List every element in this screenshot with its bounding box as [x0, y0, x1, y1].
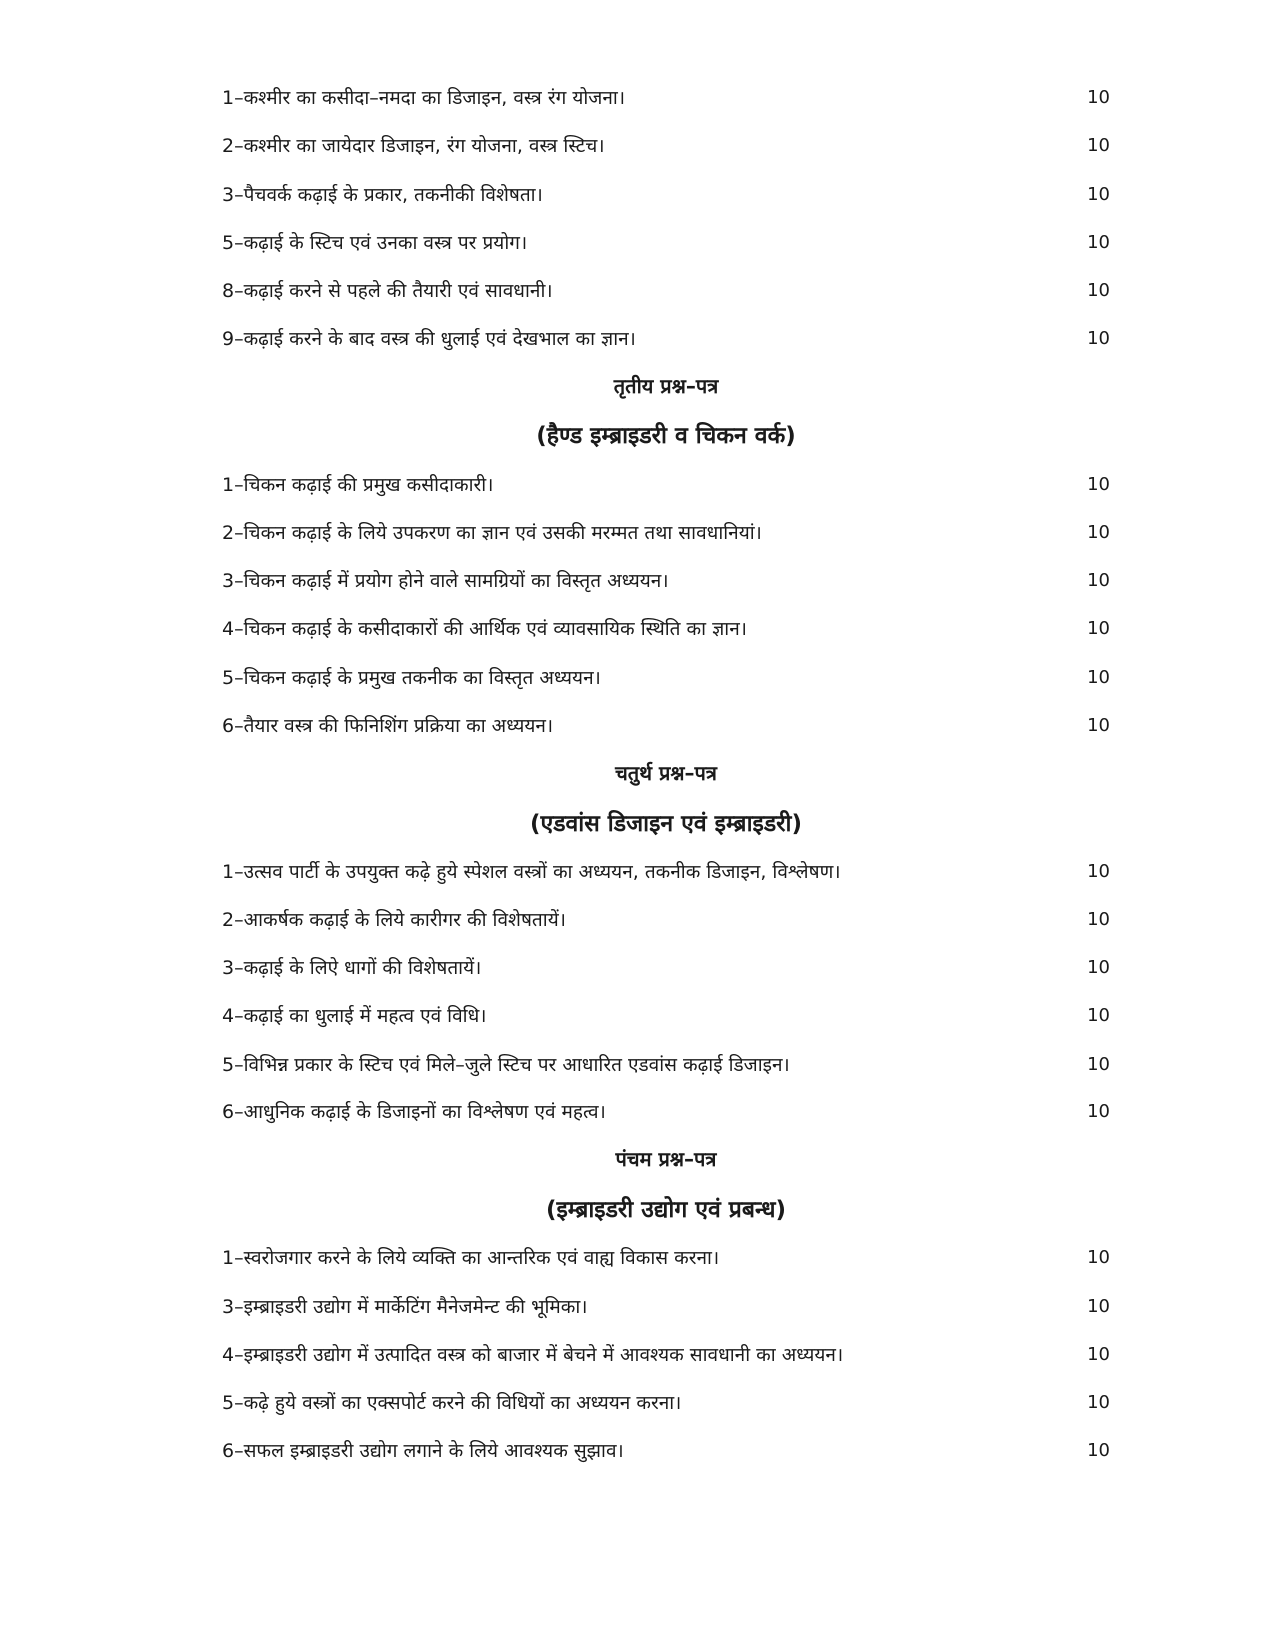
list-item — [222, 900, 1110, 940]
item-text: 5–विभिन्न प्रकार के स्टिच एवं मिले–जुले स्टिच पर आधारित एडवांस कढ़ाई डिजाइन। — [222, 1054, 790, 1076]
item-marks: 10 — [1087, 1440, 1110, 1461]
item-text: 4–कढ़ाई का धुलाई में महत्व एवं विधि। — [222, 1005, 487, 1027]
item-marks: 10 — [1087, 667, 1110, 688]
item-text: 6–सफल इम्ब्राइडरी उद्योग लगाने के लिये आवश्यक सुझाव। — [222, 1440, 624, 1462]
item-text: 3–चिकन कढ़ाई में प्रयोग होने वाले सामग्रियों का विस्तृत अध्ययन। — [222, 570, 669, 592]
item-text: 5–कढ़ाई के स्टिच एवं उनका वस्त्र पर प्रयोग। — [222, 232, 528, 254]
item-marks: 10 — [1087, 957, 1110, 978]
list-item — [222, 78, 1110, 118]
item-text: 5–चिकन कढ़ाई के प्रमुख तकनीक का विस्तृत अध्ययन। — [222, 667, 601, 689]
item-text: 2–चिकन कढ़ाई के लिये उपकरण का ज्ञान एवं उसकी मरम्मत तथा सावधानियां। — [222, 522, 762, 544]
item-marks: 10 — [1087, 1392, 1110, 1413]
item-text: 1–कश्मीर का कसीदा–नमदा का डिजाइन, वस्त्र रंग योजना। — [222, 87, 626, 109]
item-marks: 10 — [1087, 1296, 1110, 1317]
item-marks: 10 — [1087, 1054, 1110, 1075]
section-subtitle-fourth-paper: (एडवांस डिजाइन एवं इम्ब्राइडरी) — [529, 811, 803, 837]
item-text: 1–उत्सव पार्टी के उपयुक्त कढ़े हुये स्पेशल वस्त्रों का अध्ययन, तकनीक डिजाइन, विश्लेषण। — [222, 861, 841, 883]
list-item — [222, 561, 1110, 601]
section-subtitle-fifth-paper: (इम्ब्राइडरी उद्योग एवं प्रबन्ध) — [545, 1197, 787, 1223]
list-item — [222, 609, 1110, 649]
section-title-third-paper: तृतीय प्रश्न–पत्र — [613, 374, 719, 398]
item-text: 2–आकर्षक कढ़ाई के लिये कारीगर की विशेषतायें। — [222, 909, 566, 931]
item-text: 4–इम्ब्राइडरी उद्योग में उत्पादित वस्त्र को बाजार में बेचने में आवश्यक सावधानी का अध्ययन। — [222, 1344, 844, 1366]
section-title-fourth-paper: चतुर्थ प्रश्न–पत्र — [615, 761, 717, 785]
item-marks: 10 — [1087, 474, 1110, 495]
item-marks: 10 — [1087, 522, 1110, 543]
item-text: 3–कढ़ाई के लिऐ धागों की विशेषतायें। — [222, 957, 482, 979]
list-item — [222, 513, 1110, 553]
section-title-fifth-paper: पंचम प्रश्न–पत्र — [615, 1147, 717, 1171]
list-item — [222, 319, 1110, 359]
item-text: 3–पैचवर्क कढ़ाई के प्रकार, तकनीकी विशेषता। — [222, 184, 543, 206]
list-item — [222, 1335, 1110, 1375]
list-item — [222, 852, 1110, 892]
item-marks: 10 — [1087, 618, 1110, 639]
list-item — [222, 223, 1110, 263]
list-item — [222, 658, 1110, 698]
item-text: 3–इम्ब्राइडरी उद्योग में मार्केटिंग मैनेजमेन्ट की भूमिका। — [222, 1296, 588, 1318]
item-marks: 10 — [1087, 87, 1110, 108]
item-marks: 10 — [1087, 570, 1110, 591]
item-marks: 10 — [1087, 715, 1110, 736]
list-item — [222, 126, 1110, 166]
item-marks: 10 — [1087, 909, 1110, 930]
list-item — [222, 1238, 1110, 1278]
item-marks: 10 — [1087, 1005, 1110, 1026]
list-item — [222, 948, 1110, 988]
item-text: 5–कढ़े हुये वस्त्रों का एक्सपोर्ट करने की विधियों का अध्ययन करना। — [222, 1392, 682, 1414]
item-text: 4–चिकन कढ़ाई के कसीदाकारों की आर्थिक एवं व्यावसायिक स्थिति का ज्ञान। — [222, 618, 747, 640]
section-subtitle-third-paper: (हैण्ड इम्ब्राइडरी व चिकन वर्क) — [536, 423, 796, 449]
item-marks: 10 — [1087, 280, 1110, 301]
item-marks: 10 — [1087, 1247, 1110, 1268]
list-item — [222, 706, 1110, 746]
list-item — [222, 465, 1110, 505]
item-text: 1–स्वरोजगार करने के लिये व्यक्ति का आन्तरिक एवं वाह्य विकास करना। — [222, 1247, 720, 1269]
item-marks: 10 — [1087, 232, 1110, 253]
item-text: 6–तैयार वस्त्र की फिनिशिंग प्रक्रिया का अध्ययन। — [222, 715, 554, 737]
item-marks: 10 — [1087, 328, 1110, 349]
list-item — [222, 1431, 1110, 1471]
item-marks: 10 — [1087, 184, 1110, 205]
item-text: 9–कढ़ाई करने के बाद वस्त्र की धुलाई एवं देखभाल का ज्ञान। — [222, 328, 636, 350]
list-item — [222, 175, 1110, 215]
item-marks: 10 — [1087, 135, 1110, 156]
item-text: 6–आधुनिक कढ़ाई के डिजाइनों का विश्लेषण एवं महत्व। — [222, 1101, 606, 1123]
list-item — [222, 271, 1110, 311]
item-marks: 10 — [1087, 861, 1110, 882]
item-text: 8–कढ़ाई करने से पहले की तैयारी एवं सावधानी। — [222, 280, 553, 302]
list-item — [222, 1383, 1110, 1423]
item-text: 2–कश्मीर का जायेदार डिजाइन, रंग योजना, वस्त्र स्टिच। — [222, 135, 605, 157]
list-item — [222, 1287, 1110, 1327]
item-marks: 10 — [1087, 1101, 1110, 1122]
list-item — [222, 1045, 1110, 1085]
list-item — [222, 1092, 1110, 1132]
list-item — [222, 996, 1110, 1036]
item-marks: 10 — [1087, 1344, 1110, 1365]
item-text: 1–चिकन कढ़ाई की प्रमुख कसीदाकारी। — [222, 474, 494, 496]
